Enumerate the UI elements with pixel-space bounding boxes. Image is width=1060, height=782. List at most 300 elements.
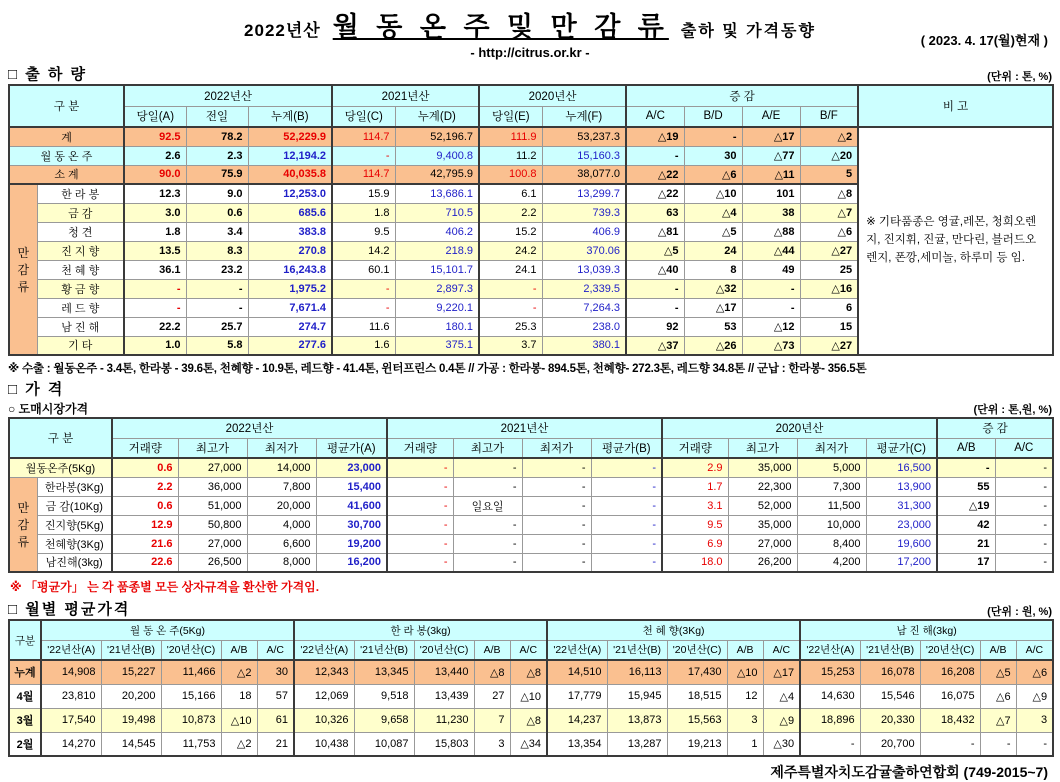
col-header: '21년산(B): [860, 640, 920, 660]
cell: 30: [257, 660, 294, 684]
cell: 6: [800, 298, 858, 317]
cell: 1.8: [332, 203, 395, 222]
cell: 1.8: [124, 222, 186, 241]
cell: △27: [800, 241, 858, 260]
cell: 18: [221, 684, 257, 708]
cell: 101: [742, 184, 800, 203]
cell: 380.1: [542, 336, 626, 355]
cell: △4: [763, 684, 800, 708]
col-header: '22년산(A): [294, 640, 354, 660]
col-header: 누계(D): [395, 106, 479, 127]
cell: -: [387, 515, 453, 534]
cell: 20,330: [860, 708, 920, 732]
row-label: 한라봉(3Kg): [37, 477, 112, 496]
cell: 31,300: [866, 496, 937, 515]
cell: 21: [257, 732, 294, 756]
cell: -: [186, 279, 248, 298]
col-header-gubun: 구 분: [9, 85, 124, 127]
cell: -: [332, 298, 395, 317]
cell: 375.1: [395, 336, 479, 355]
cell: △10: [510, 684, 547, 708]
row-label: 금 감: [37, 203, 124, 222]
cell: 19,600: [866, 534, 937, 553]
cell: 20,700: [860, 732, 920, 756]
cell: -: [591, 553, 662, 572]
cell: 35,000: [728, 458, 797, 477]
cell: -: [124, 279, 186, 298]
cell: 53: [684, 317, 742, 336]
title-main: 월 동 온 주 및 만 감 류: [332, 12, 669, 42]
row-label: 천 혜 향: [37, 260, 124, 279]
col-header: A/C: [1016, 640, 1053, 660]
cell: 4,200: [797, 553, 866, 572]
col-header: A/E: [742, 106, 800, 127]
col-header: '20년산(C): [920, 640, 980, 660]
cell: 10,873: [161, 708, 221, 732]
cell: 270.8: [248, 241, 332, 260]
cell: 9.5: [332, 222, 395, 241]
site-url: - http://citrus.or.kr -: [470, 45, 590, 60]
cell: 19,213: [667, 732, 727, 756]
cell: 15,803: [414, 732, 474, 756]
remark-note: ※ 기타품종은 영귤,레몬, 청희오렌지, 진지휘, 진귤, 만다린, 블러드오렌지, 폰깡,세미놀, 하루미 등 임.: [858, 127, 1053, 355]
cell: 55: [937, 477, 995, 496]
cell: 8.3: [186, 241, 248, 260]
col-header: 최저가: [797, 438, 866, 458]
cell: 11,753: [161, 732, 221, 756]
row-label: 남 진 해: [37, 317, 124, 336]
col-header: A/B: [937, 438, 995, 458]
row-label: 2월: [9, 732, 41, 756]
cell: 20,200: [101, 684, 161, 708]
cell: 26,500: [178, 553, 247, 572]
monthly-unit-label: (단위 : 원, %): [987, 606, 1052, 618]
cell: △17: [684, 298, 742, 317]
cell: 17: [937, 553, 995, 572]
cell: -: [591, 496, 662, 515]
cell: △32: [684, 279, 742, 298]
cell: -: [591, 534, 662, 553]
cell: 11,230: [414, 708, 474, 732]
monthly-table-body: [9, 660, 1053, 756]
cell: △2: [221, 660, 257, 684]
cell: -: [684, 127, 742, 146]
col-header: 최고가: [453, 438, 522, 458]
cell: -: [453, 458, 522, 477]
col-header: B/D: [684, 106, 742, 127]
cell: 17,779: [547, 684, 607, 708]
col-header: 최고가: [178, 438, 247, 458]
cell: -: [995, 477, 1053, 496]
cell: 25.3: [479, 317, 542, 336]
shipment-section-title: □ 출 하 량: [8, 66, 88, 83]
cell: -: [995, 496, 1053, 515]
cell: 9,400.8: [395, 146, 479, 165]
cell: 27: [474, 684, 510, 708]
cell: -: [387, 458, 453, 477]
col-header: 당일(C): [332, 106, 395, 127]
cell: △81: [626, 222, 684, 241]
cell: 14,237: [547, 708, 607, 732]
row-label: 남진해(3kg): [37, 553, 112, 572]
col-header: '22년산(A): [41, 640, 101, 660]
cell: 52,000: [728, 496, 797, 515]
cell: 36.1: [124, 260, 186, 279]
cell: 10,326: [294, 708, 354, 732]
cell: 15,160.3: [542, 146, 626, 165]
cell: △8: [510, 660, 547, 684]
col-header: 최고가: [728, 438, 797, 458]
col-header: A/B: [474, 640, 510, 660]
cell: △8: [510, 708, 547, 732]
col-group-2022: 2022년산: [124, 85, 332, 106]
row-group-label: [9, 184, 37, 355]
cell: 16,075: [920, 684, 980, 708]
title-sub: 출하 및 가격동향: [680, 23, 816, 40]
cell: 27,000: [728, 534, 797, 553]
cell: 42: [937, 515, 995, 534]
cell: -: [995, 515, 1053, 534]
cell: -: [522, 496, 591, 515]
cell: 5.8: [186, 336, 248, 355]
cell: △5: [980, 660, 1016, 684]
avg-price-note: ※ 「평균가」 는 각 품종별 모든 상자규격을 환산한 가격임.: [10, 580, 320, 594]
cell: -: [626, 298, 684, 317]
cell: 406.2: [395, 222, 479, 241]
cell: 49: [742, 260, 800, 279]
report-date: ( 2023. 4. 17(월)현재 ): [920, 33, 1048, 48]
row-group-label-text: 만 감 류: [17, 246, 30, 294]
col-header: '20년산(C): [414, 640, 474, 660]
cell: 1.0: [124, 336, 186, 355]
col-header: 거래량: [662, 438, 728, 458]
cell: 8,400: [797, 534, 866, 553]
cell: 12,253.0: [248, 184, 332, 203]
cell: 2.3: [186, 146, 248, 165]
price-table: [8, 417, 1054, 573]
cell: 일요일: [453, 496, 522, 515]
row-label: 금 감(10Kg): [37, 496, 112, 515]
row-group-label: [9, 477, 37, 572]
cell: -: [522, 477, 591, 496]
cell: 18.0: [662, 553, 728, 572]
cell: 1: [727, 732, 763, 756]
cell: -: [995, 553, 1053, 572]
cell: 52,229.9: [248, 127, 332, 146]
col-header: 최저가: [522, 438, 591, 458]
cell: 9,658: [354, 708, 414, 732]
col-group-hallabong: 한 라 봉(3kg): [294, 620, 547, 640]
row-label: 소 계: [9, 165, 124, 184]
price-unit-label: (단위 : 톤,원, %): [973, 404, 1052, 416]
cell: -: [522, 515, 591, 534]
cell: -: [591, 515, 662, 534]
cell: 180.1: [395, 317, 479, 336]
cell: 16,200: [316, 553, 387, 572]
title-year: 2022년산: [244, 21, 321, 40]
cell: 27,000: [178, 458, 247, 477]
cell: 218.9: [395, 241, 479, 260]
col-header: A/B: [980, 640, 1016, 660]
cell: 1,975.2: [248, 279, 332, 298]
cell: 30: [684, 146, 742, 165]
col-header-gubun: 구 분: [9, 418, 112, 458]
cell: 15: [800, 317, 858, 336]
cell: 12,343: [294, 660, 354, 684]
footer-organization: 제주특별자치도감귤출하연합회 (749-2015~7): [770, 764, 1048, 780]
cell: 23.2: [186, 260, 248, 279]
cell: 13,287: [607, 732, 667, 756]
cell: △10: [727, 660, 763, 684]
col-header: 최저가: [247, 438, 316, 458]
cell: 0.6: [186, 203, 248, 222]
col-header: A/C: [626, 106, 684, 127]
wholesale-subtitle: ○ 도매시장가격: [8, 402, 89, 416]
row-label: 황 금 향: [37, 279, 124, 298]
col-header: 당일(A): [124, 106, 186, 127]
col-group-namjinhae: 남 진 해(3kg): [800, 620, 1053, 640]
cell: -: [742, 279, 800, 298]
cell: 16,113: [607, 660, 667, 684]
cell: -: [479, 279, 542, 298]
cell: 7,671.4: [248, 298, 332, 317]
cell: 17,200: [866, 553, 937, 572]
cell: △16: [800, 279, 858, 298]
cell: 22.2: [124, 317, 186, 336]
cell: △5: [626, 241, 684, 260]
cell: -: [522, 553, 591, 572]
cell: -: [800, 732, 860, 756]
cell: 38: [742, 203, 800, 222]
cell: 6.1: [479, 184, 542, 203]
cell: -: [626, 279, 684, 298]
cell: 10,087: [354, 732, 414, 756]
col-header: A/B: [221, 640, 257, 660]
cell: -: [332, 279, 395, 298]
cell: -: [591, 458, 662, 477]
cell: 61: [257, 708, 294, 732]
cell: 9,220.1: [395, 298, 479, 317]
cell: 710.5: [395, 203, 479, 222]
price-table-body: [9, 458, 1053, 572]
cell: 7,264.3: [542, 298, 626, 317]
cell: 24.2: [479, 241, 542, 260]
cell: -: [387, 496, 453, 515]
cell: -: [980, 732, 1016, 756]
cell: 13.5: [124, 241, 186, 260]
cell: △44: [742, 241, 800, 260]
cell: △19: [937, 496, 995, 515]
cell: 18,896: [800, 708, 860, 732]
cell: 14.2: [332, 241, 395, 260]
col-header: 전일: [186, 106, 248, 127]
col-header: 거래량: [387, 438, 453, 458]
cell: 3: [727, 708, 763, 732]
cell: 8: [684, 260, 742, 279]
cell: -: [1016, 732, 1053, 756]
col-header: 평균가(C): [866, 438, 937, 458]
cell: 19,200: [316, 534, 387, 553]
cell: △7: [800, 203, 858, 222]
cell: △9: [1016, 684, 1053, 708]
cell: 25: [800, 260, 858, 279]
cell: 14,510: [547, 660, 607, 684]
cell: △73: [742, 336, 800, 355]
cell: -: [332, 146, 395, 165]
cell: △40: [626, 260, 684, 279]
col-header: A/B: [727, 640, 763, 660]
col-header: '21년산(B): [101, 640, 161, 660]
cell: 13,900: [866, 477, 937, 496]
cell: △19: [626, 127, 684, 146]
cell: 41,600: [316, 496, 387, 515]
cell: -: [522, 458, 591, 477]
cell: -: [453, 515, 522, 534]
page-title: [8, 5, 1052, 44]
cell: 5: [800, 165, 858, 184]
cell: △2: [800, 127, 858, 146]
cell: 12.9: [112, 515, 178, 534]
col-header: A/C: [257, 640, 294, 660]
cell: 11,500: [797, 496, 866, 515]
col-group-diff: 증 감: [626, 85, 858, 106]
cell: 15,563: [667, 708, 727, 732]
cell: -: [479, 298, 542, 317]
cell: 406.9: [542, 222, 626, 241]
cell: 3.4: [186, 222, 248, 241]
cell: 2.2: [112, 477, 178, 496]
col-header: '22년산(A): [800, 640, 860, 660]
col-group-wintermandarin: 월 동 온 주(5Kg): [41, 620, 294, 640]
cell: -: [387, 477, 453, 496]
cell: 19,498: [101, 708, 161, 732]
cell: 13,686.1: [395, 184, 479, 203]
monthly-table: [8, 619, 1054, 757]
col-header: 당일(E): [479, 106, 542, 127]
cell: 92: [626, 317, 684, 336]
row-label: 한 라 봉: [37, 184, 124, 203]
shipment-table: [8, 84, 1054, 356]
col-header: B/F: [800, 106, 858, 127]
row-label: 천혜향(3Kg): [37, 534, 112, 553]
row-label: 진 지 향: [37, 241, 124, 260]
cell: 40,035.8: [248, 165, 332, 184]
cell: 12,194.2: [248, 146, 332, 165]
cell: △8: [474, 660, 510, 684]
cell: 16,078: [860, 660, 920, 684]
cell: 15,546: [860, 684, 920, 708]
cell: 100.8: [479, 165, 542, 184]
cell: 17,430: [667, 660, 727, 684]
cell: 15,166: [161, 684, 221, 708]
cell: 13,299.7: [542, 184, 626, 203]
col-header: 거래량: [112, 438, 178, 458]
cell: 15,945: [607, 684, 667, 708]
cell: 36,000: [178, 477, 247, 496]
cell: 16,208: [920, 660, 980, 684]
cell: △10: [221, 708, 257, 732]
cell: △4: [684, 203, 742, 222]
cell: △22: [626, 165, 684, 184]
col-header: A/C: [510, 640, 547, 660]
cell: 15.9: [332, 184, 395, 203]
cell: 25.7: [186, 317, 248, 336]
row-label: 월 동 온 주: [9, 146, 124, 165]
cell: 383.8: [248, 222, 332, 241]
cell: -: [937, 458, 995, 477]
cell: 42,795.9: [395, 165, 479, 184]
cell: 2.2: [479, 203, 542, 222]
cell: △7: [980, 708, 1016, 732]
cell: 75.9: [186, 165, 248, 184]
cell: △6: [800, 222, 858, 241]
cell: 20,000: [247, 496, 316, 515]
cell: △77: [742, 146, 800, 165]
cell: 23,000: [866, 515, 937, 534]
cell: 57: [257, 684, 294, 708]
col-header-remark: 비 고: [858, 85, 1053, 127]
col-group-2021: 2021년산: [332, 85, 479, 106]
shipment-table-body: [9, 127, 1053, 355]
row-label: 진지향(5Kg): [37, 515, 112, 534]
cell: △34: [510, 732, 547, 756]
cell: 7: [474, 708, 510, 732]
cell: 1.7: [662, 477, 728, 496]
cell: -: [387, 534, 453, 553]
col-header: '20년산(C): [667, 640, 727, 660]
row-label: 누계: [9, 660, 41, 684]
cell: 0.6: [112, 496, 178, 515]
col-header: '21년산(B): [607, 640, 667, 660]
cell: 685.6: [248, 203, 332, 222]
cell: -: [453, 553, 522, 572]
cell: 38,077.0: [542, 165, 626, 184]
cell: 3.0: [124, 203, 186, 222]
cell: △6: [684, 165, 742, 184]
cell: △9: [763, 708, 800, 732]
row-label: 월동온주(5Kg): [9, 458, 112, 477]
cell: 23,000: [316, 458, 387, 477]
col-header: A/C: [763, 640, 800, 660]
cell: 23,810: [41, 684, 101, 708]
cell: 2,339.5: [542, 279, 626, 298]
cell: 16,243.8: [248, 260, 332, 279]
cell: 274.7: [248, 317, 332, 336]
col-header: A/C: [995, 438, 1053, 458]
cell: 10,000: [797, 515, 866, 534]
cell: 22.6: [112, 553, 178, 572]
cell: 2,897.3: [395, 279, 479, 298]
cell: 12,069: [294, 684, 354, 708]
cell: 739.3: [542, 203, 626, 222]
cell: 51,000: [178, 496, 247, 515]
cell: △17: [763, 660, 800, 684]
cell: 27,000: [178, 534, 247, 553]
cell: 277.6: [248, 336, 332, 355]
cell: -: [186, 298, 248, 317]
monthly-section-title: □ 월별 평균가격: [8, 601, 131, 618]
cell: △22: [626, 184, 684, 203]
cell: 17,540: [41, 708, 101, 732]
col-group-chunhyehyang: 천 혜 향(3Kg): [547, 620, 800, 640]
cell: 13,873: [607, 708, 667, 732]
col-header: '21년산(B): [354, 640, 414, 660]
cell: 111.9: [479, 127, 542, 146]
cell: 114.7: [332, 127, 395, 146]
row-label: 기 타: [37, 336, 124, 355]
cell: △88: [742, 222, 800, 241]
col-header: 누계(F): [542, 106, 626, 127]
